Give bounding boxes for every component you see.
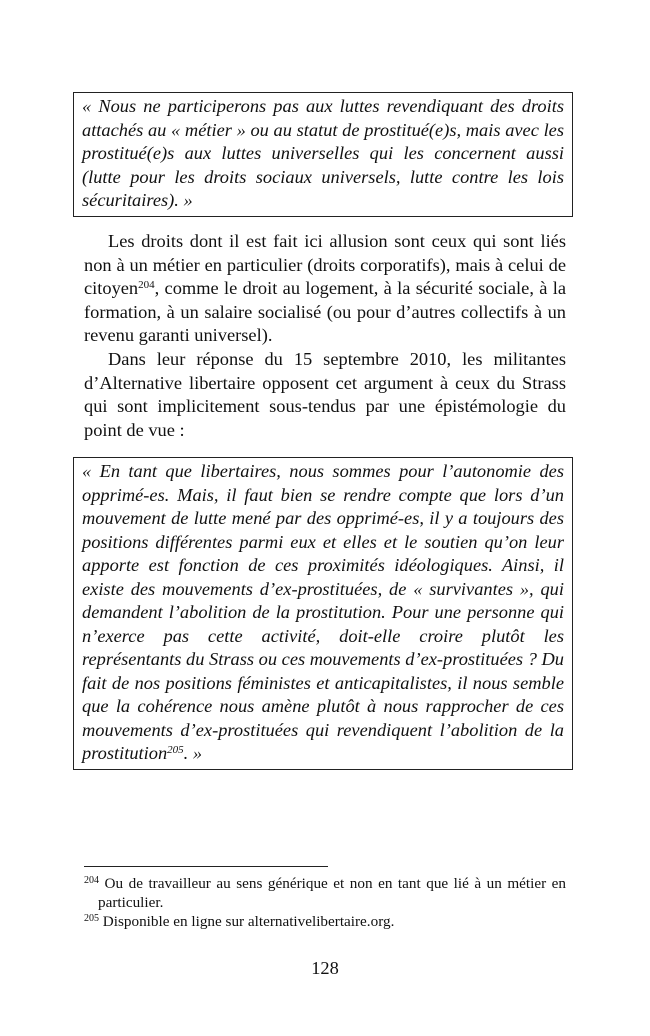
footnote-ref-205: 205 [167, 744, 184, 756]
footnote-number: 205 [84, 913, 99, 924]
block-quote-2-paragraph [82, 460, 564, 766]
block-quote-2-closing: . » [183, 743, 203, 763]
block-quote-2 [73, 457, 573, 770]
paragraph-1-text-before: Les droits dont il est fait ici allusion sont ceux qui sont liés non à un métier en particulier (droits corporatifs), mais à celui de citoyen [84, 231, 566, 299]
footnotes [84, 874, 566, 931]
footnote-205 [84, 912, 566, 931]
footnote-204 [84, 874, 566, 912]
footnote-text: Disponible en ligne sur alternativelibertaire.org. [99, 913, 395, 930]
block-quote-1 [73, 92, 573, 217]
paragraph-2: Dans leur réponse du 15 septembre 2010, les militantes d’Alternative libertaire opposent cet argument à ceux du Strass qui sont implicitement sous-tendus par une épistémologie du point de vue : [84, 348, 566, 440]
block-quote-1-text: « Nous ne participerons pas aux luttes revendiquant des droits attachés au « métier » ou au statut de prostitué(e)s, mais avec les prostitué(e)s aux luttes universelles qui les concernent aussi (lutte pour les droits sociaux universels, lutte contre les lois sécuritaires). » [82, 96, 564, 210]
body-text [84, 230, 566, 442]
block-quote-2-text: « En tant que libertaires, nous sommes pour l’autonomie des opprimé-es. Mais, il faut bien se rendre compte que lors d’un mouvement de lutte mené par des opprimé-es, il y a toujours des positions différentes parmi eux et elles et le soutien qu’on leur apporte est fonction de ces proximités idéologiques. Ainsi, il existe des mouvements d’ex-prostituées, de « survivantes », qui demandent l’abolition de la prostitution. Pour une personne qui n’exerce pas cette activité, doit-elle croire plutôt les représentants du Strass ou ces mouvements d’ex-prostituées ? Du fait de nos positions féministes et anticapitalistes, il nous semble que la cohérence nous amène plutôt à nous rapprocher de ces mouvements d’ex-prostituées qui revendiquent l’abolition de la prostitution [82, 461, 564, 763]
footnote-text: Ou de travailleur au sens générique et non en tant que lié à un métier en particulier. [98, 875, 566, 911]
footnote-number: 204 [84, 875, 99, 886]
footnote-separator [84, 866, 328, 867]
paragraph-1 [84, 230, 566, 348]
paragraph-1-text-after: , comme le droit au logement, à la sécurité sociale, à la formation, à un salaire socialisé (ou pour d’autres collectifs à un revenu garanti universel). [84, 278, 566, 346]
page-number: 128 [311, 958, 339, 978]
footnote-ref-204: 204 [138, 279, 155, 292]
